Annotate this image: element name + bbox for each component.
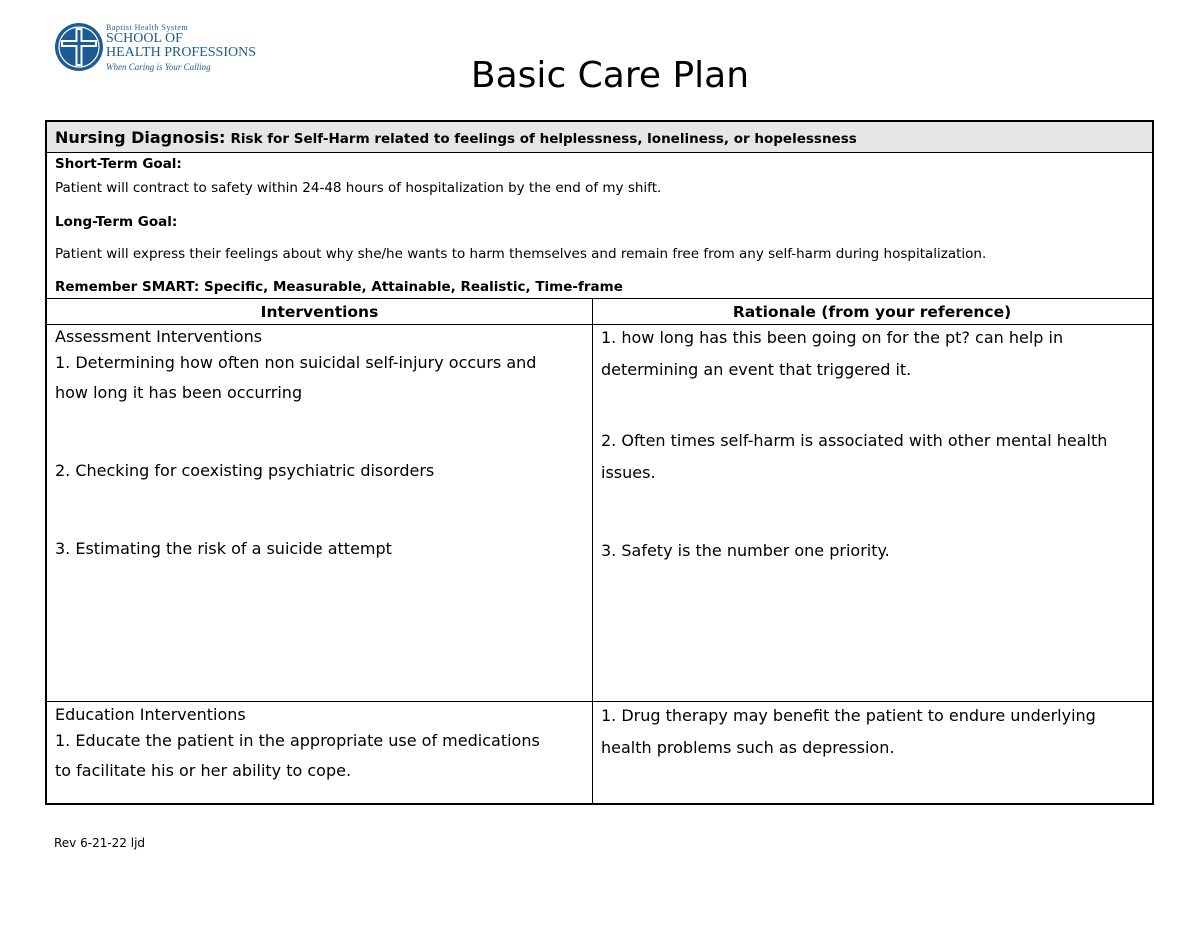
rationale-item-2b: issues. bbox=[601, 463, 656, 482]
diagnosis-row bbox=[47, 122, 1152, 153]
page-title: Basic Care Plan bbox=[470, 55, 750, 96]
assessment-item-3: 3. Estimating the risk of a suicide attempt bbox=[55, 539, 392, 558]
education-interventions-cell bbox=[55, 702, 540, 790]
interventions-header: Interventions bbox=[260, 303, 379, 321]
education-rationale-cell bbox=[601, 703, 1096, 767]
revision-note: Rev 6-21-22 ljd bbox=[54, 836, 146, 850]
column-divider bbox=[592, 298, 593, 803]
assessment-item-1b: how long it has been occurring bbox=[55, 383, 303, 402]
rationale-item-1a: 1. how long has this been going on for the pt? can help in bbox=[601, 328, 1064, 347]
long-term-goal-label: Long-Term Goal: bbox=[55, 214, 178, 230]
rationale-item-2a: 2. Often times self-harm is associated with other mental health bbox=[601, 431, 1108, 450]
assessment-item-1a: 1. Determining how often non suicidal self-injury occurs and bbox=[55, 353, 537, 372]
education-rationale-1b: health problems such as depression. bbox=[601, 738, 895, 757]
logo-line-2: SCHOOL OF bbox=[106, 31, 183, 46]
education-heading: Education Interventions bbox=[55, 705, 246, 724]
assessment-interventions-cell bbox=[55, 321, 536, 568]
assessment-rationale-cell bbox=[601, 325, 1107, 570]
care-plan-table bbox=[45, 120, 1154, 805]
rationale-header: Rationale (from your reference) bbox=[732, 303, 1012, 321]
rationale-item-1b: determining an event that triggered it. bbox=[601, 360, 912, 379]
diagnosis-text: Risk for Self-Harm related to feelings of helplessness, loneliness, or hopelessness bbox=[230, 131, 857, 147]
assessment-item-2: 2. Checking for coexisting psychiatric disorders bbox=[55, 461, 435, 480]
short-term-goal-text: Patient will contract to safety within 24-48 hours of hospitalization by the end of my shift. bbox=[55, 180, 662, 196]
logo-line-1: Baptist Health System bbox=[106, 23, 189, 32]
short-term-goal-label: Short-Term Goal: bbox=[55, 156, 182, 172]
long-term-goal-text: Patient will express their feelings about why she/he wants to harm themselves and remain free from any self-harm during hospitalization. bbox=[55, 246, 987, 262]
education-rationale-1a: 1. Drug therapy may benefit the patient to endure underlying bbox=[601, 706, 1096, 725]
smart-reminder: Remember SMART: Specific, Measurable, Attainable, Realistic, Time-frame bbox=[55, 279, 623, 295]
diagnosis-label: Nursing Diagnosis: bbox=[55, 128, 226, 147]
assessment-heading: Assessment Interventions bbox=[55, 327, 263, 346]
education-item-1b: to facilitate his or her ability to cope. bbox=[55, 761, 352, 780]
education-item-1a: 1. Educate the patient in the appropriate use of medications bbox=[55, 731, 540, 750]
logo-line-3: HEALTH PROFESSIONS bbox=[106, 45, 257, 60]
rationale-item-3: 3. Safety is the number one priority. bbox=[601, 541, 890, 560]
goals-section bbox=[55, 153, 1146, 298]
logo-tagline: When Caring is Your Calling bbox=[106, 62, 211, 72]
